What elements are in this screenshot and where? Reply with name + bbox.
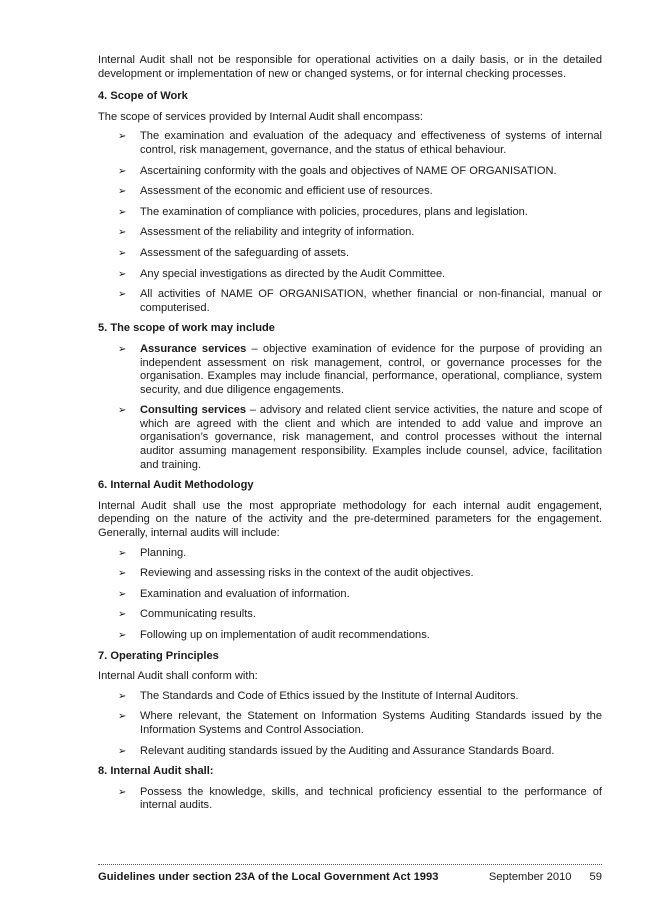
arrow-bullet-icon: ➢ [118,289,127,301]
arrow-bullet-icon: ➢ [118,609,127,621]
list-item: ➢ Communicating results. [118,608,256,621]
arrow-bullet-icon: ➢ [118,630,127,641]
section-6-heading: 6. Internal Audit Methodology [98,479,254,492]
arrow-bullet-icon: ➢ [118,568,127,580]
list-item: ➢ Assessment of the economic and efficient use of resources. [118,185,433,198]
list-item: ➢ Assessment of the reliability and integrity of information. [118,226,415,239]
list-item: ➢ Where relevant, the Statement on Information Systems Auditing Standards issued by the Information Systems and Control Association. [118,710,602,736]
list-item: ➢ Relevant auditing standards issued by the Auditing and Assurance Standards Board. [118,744,555,757]
intro-paragraph: Internal Audit shall not be responsible for operational activities on a daily basis, or in the detailed development or implementation of new or changed systems, or for internal checking processes. [98,54,602,80]
term-assurance-services: Assurance services [140,342,247,355]
arrow-bullet-icon: ➢ [118,165,127,177]
section-5-list [98,343,602,472]
list-item: ➢ Any special investigations as directed by the Audit Committee. [118,267,446,280]
arrow-bullet-icon: ➢ [118,227,127,239]
list-item: ➢ All activities of NAME OF ORGANISATION, whether financial or non-financial, manual or computerised. [118,288,602,314]
arrow-bullet-icon: ➢ [118,711,127,723]
list-item: ➢ Ascertaining conformity with the goals and objectives of NAME OF ORGANISATION. [118,164,557,177]
section-5-heading: 5. The scope of work may include [98,322,275,335]
arrow-bullet-icon: ➢ [118,206,127,218]
section-4-list [98,130,602,315]
list-item: ➢ Possess the knowledge, skills, and technical proficiency essential to the performance of internal audits. [118,785,602,812]
list-item: ➢ The Standards and Code of Ethics issued by the Institute of Internal Auditors. [118,689,519,702]
list-item: ➢ Planning. [118,546,187,559]
arrow-bullet-icon: ➢ [118,786,127,798]
section-7-list [98,690,602,758]
list-item: ➢ Consulting services – advisory and related client service activities, the nature and scope of which are agreed with the client and which are intended to add value and improve an organisation’s governance, risk management, and control processes without the internal auditor assuming management responsibility. Examples include counsel, advice, facilitation and training. [118,404,602,471]
arrow-bullet-icon: ➢ [118,268,127,280]
arrow-bullet-icon: ➢ [118,405,127,417]
arrow-bullet-icon: ➢ [118,547,127,559]
footer-date: September 2010 [488,871,572,883]
arrow-bullet-icon: ➢ [118,247,127,259]
section-8-heading: 8. Internal Audit shall: [98,765,214,778]
list-item: ➢ Assessment of the safeguarding of assets. [118,246,350,259]
arrow-bullet-icon: ➢ [118,690,127,702]
footer-title: Guidelines under section 23A of the Local Government Act 1993 [98,871,439,883]
page-number: 59 [589,871,602,883]
list-item: ➢ Assurance services – objective examination of evidence for the purpose of providing an independent assessment on risk management, control, or governance processes for the organisation. Examples may include financial, performance, operational, compliance, system security, and due diligence engagements. [118,342,603,396]
page-footer [98,864,602,883]
arrow-bullet-icon: ➢ [118,131,127,143]
term-consulting-services: Consulting services [140,404,247,417]
list-item: ➢ Reviewing and assessing risks in the context of the audit objectives. [118,567,474,580]
document-body [98,54,602,820]
list-item: ➢ The examination and evaluation of the adequacy and effectiveness of systems of internal control, risk management, governance, and the status of ethical behaviour. [118,130,602,156]
section-6-list [98,547,602,643]
list-item: ➢ Following up on implementation of audit recommendations. [118,629,430,641]
section-4-lead: The scope of services provided by Internal Audit shall encompass: [98,110,423,123]
arrow-bullet-icon: ➢ [118,186,127,198]
list-item: ➢ Examination and evaluation of information. [118,587,350,600]
arrow-bullet-icon: ➢ [118,745,127,757]
arrow-bullet-icon: ➢ [118,588,127,600]
section-7-lead: Internal Audit shall conform with: [98,670,258,683]
section-8-list [98,786,602,813]
section-4-heading: 4. Scope of Work [98,90,188,103]
section-6-lead: Internal Audit shall use the most appropriate methodology for each internal audit engagement, depending on the nature of the activity and the pre-determined parameters for the engagement. Generally, internal audits will include: [98,499,602,540]
section-7-heading: 7. Operating Principles [98,649,219,662]
arrow-bullet-icon: ➢ [118,343,127,355]
list-item: ➢ The examination of compliance with policies, procedures, plans and legislation. [118,205,528,218]
